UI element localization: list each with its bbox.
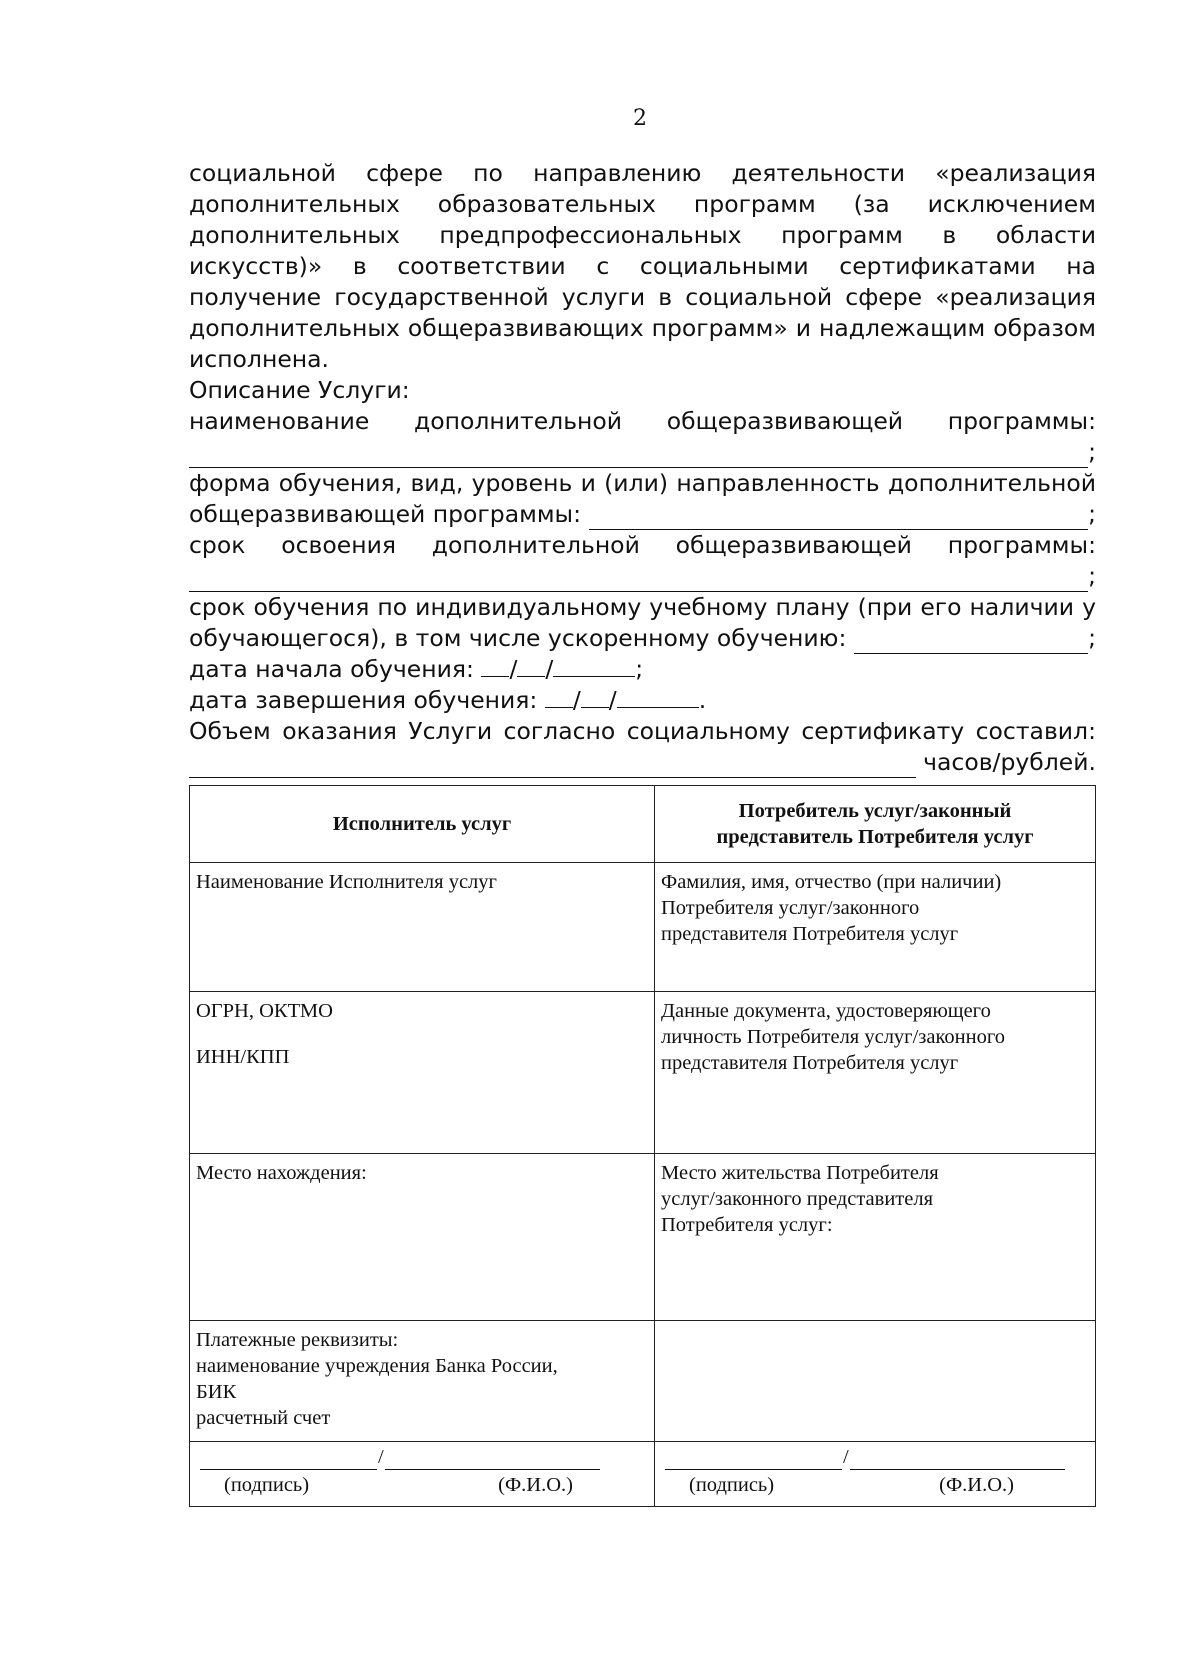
signature-caption: (подпись): [224, 1474, 310, 1496]
requisites-table: [189, 785, 1096, 1507]
program-name-label: наименование дополнительной общеразвивающей программы:: [189, 407, 1096, 435]
duration-blank[interactable]: ;: [189, 561, 1096, 592]
fio-caption: (Ф.И.О.): [498, 1474, 573, 1496]
paragraph-line: социальной сфере по направлению деятельности «реализация: [189, 159, 1096, 187]
consumer-residence-cell: Место жительства Потребителя услуг/законного представителя Потребителя услуг:: [655, 1154, 1096, 1321]
provider-payment-cell: Платежные реквизиты: наименование учреждения Банка России, БИК расчетный счет: [190, 1321, 655, 1442]
individual-plan-blank[interactable]: обучающегося), в том числе ускоренному обучению: ;: [189, 624, 1096, 652]
volume-label: Объем оказания Услуги согласно социальному сертификату составил:: [189, 717, 1096, 745]
fio-caption: (Ф.И.О.): [939, 1474, 1014, 1496]
program-name-blank[interactable]: ;: [189, 437, 1096, 468]
consumer-name-cell: Фамилия, имя, отчество (при наличии) Потребителя услуг/законного представителя Потребителя услуг: [655, 863, 1096, 992]
provider-signature-cell[interactable]: / (подпись) (Ф.И.О.): [190, 1442, 655, 1507]
individual-plan-label: срок обучения по индивидуальному учебному плану (при его наличии у: [189, 593, 1096, 621]
empty-cell: [655, 1321, 1096, 1442]
document-body: [189, 158, 1096, 778]
page-number: 2: [633, 106, 647, 131]
consumer-document-cell: Данные документа, удостоверяющего личность Потребителя услуг/законного представителя Потребителя услуг: [655, 992, 1096, 1154]
start-date-field[interactable]: дата начала обучения: / / ;: [189, 655, 644, 683]
provider-ids-cell: ОГРН, ОКТМО ИНН/КПП: [190, 992, 655, 1154]
paragraph-continuation: дополнительных предпрофессиональных программ в области искусств)» в соответствии с социальными сертификатами на получение государственной услуги в социальной сфере «реализация дополнительных общеразвивающих программ» и надлежащим образом исполнена.: [189, 221, 1096, 373]
paragraph-line: дополнительных образовательных программ (за исключением: [189, 190, 1096, 218]
duration-label: срок освоения дополнительной общеразвивающей программы:: [189, 531, 1096, 559]
end-date-field[interactable]: дата завершения обучения: / / .: [189, 686, 707, 714]
form-label: форма обучения, вид, уровень и (или) направленность дополнительной: [189, 469, 1096, 497]
volume-blank[interactable]: часов/рублей.: [189, 747, 1096, 778]
signature-caption: (подпись): [689, 1474, 775, 1496]
provider-name-cell: Наименование Исполнителя услуг: [190, 863, 655, 992]
form-blank[interactable]: общеразвивающей программы: ;: [189, 500, 1096, 528]
description-heading: Описание Услуги:: [189, 376, 410, 404]
consumer-signature-cell[interactable]: / (подпись) (Ф.И.О.): [655, 1442, 1096, 1507]
provider-location-cell: Место нахождения:: [190, 1154, 655, 1321]
header-consumer: Потребитель услуг/законный представитель Потребителя услуг: [655, 786, 1096, 863]
header-provider: Исполнитель услуг: [190, 786, 655, 863]
